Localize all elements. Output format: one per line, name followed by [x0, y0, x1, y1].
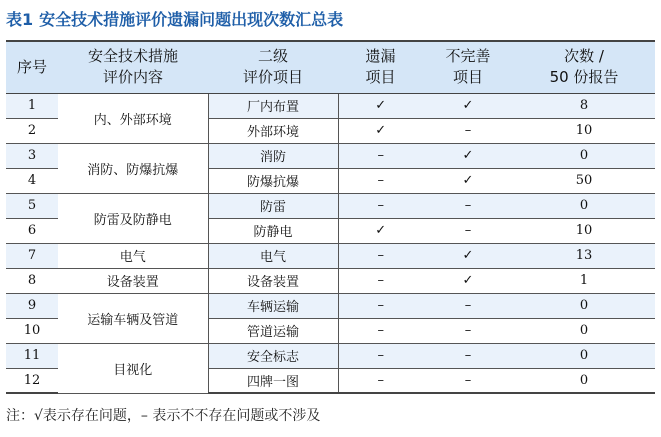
incomplete-cell: – [423, 293, 513, 318]
missing-cell: ✓ [338, 93, 423, 118]
table-row [6, 193, 655, 218]
incomplete-cell: – [423, 318, 513, 343]
item-cell: 四牌一图 [208, 368, 338, 393]
incomplete-cell: – [423, 368, 513, 393]
incomplete-cell: – [423, 343, 513, 368]
measure-cell: 设备装置 [58, 268, 208, 293]
header-count: 次数 / 50 份报告 [513, 41, 655, 93]
measure-cell: 防雷及防静电 [58, 193, 208, 243]
measure-cell: 目视化 [58, 343, 208, 393]
missing-cell: – [338, 343, 423, 368]
item-cell: 厂内布置 [208, 93, 338, 118]
seq-cell: 8 [6, 268, 58, 293]
missing-cell: – [338, 293, 423, 318]
seq-cell: 7 [6, 243, 58, 268]
measure-cell: 内、外部环境 [58, 93, 208, 143]
header-missing: 遗漏 项目 [338, 41, 423, 93]
header-seq: 序号 [6, 41, 58, 93]
count-cell: 10 [513, 118, 655, 143]
incomplete-cell: ✓ [423, 93, 513, 118]
missing-cell: – [338, 318, 423, 343]
count-cell: 13 [513, 243, 655, 268]
missing-cell: ✓ [338, 118, 423, 143]
incomplete-cell: ✓ [423, 243, 513, 268]
table-row [6, 243, 655, 268]
table-row [6, 293, 655, 318]
seq-cell: 1 [6, 93, 58, 118]
count-cell: 0 [513, 368, 655, 393]
table-caption [6, 6, 343, 34]
header-row [6, 41, 655, 93]
seq-cell: 6 [6, 218, 58, 243]
header-item: 二级 评价项目 [208, 41, 338, 93]
measure-cell: 电气 [58, 243, 208, 268]
count-cell: 1 [513, 268, 655, 293]
incomplete-cell: ✓ [423, 168, 513, 193]
table-row [6, 343, 655, 368]
count-cell: 0 [513, 143, 655, 168]
seq-cell: 9 [6, 293, 58, 318]
seq-cell: 2 [6, 118, 58, 143]
missing-cell: – [338, 168, 423, 193]
missing-cell: – [338, 193, 423, 218]
seq-cell: 12 [6, 368, 58, 393]
incomplete-cell: – [423, 193, 513, 218]
count-cell: 0 [513, 193, 655, 218]
count-cell: 0 [513, 318, 655, 343]
summary-table [6, 40, 655, 394]
table-title: 安全技术措施评价遗漏问题出现次数汇总表 [39, 10, 344, 29]
seq-cell: 3 [6, 143, 58, 168]
item-cell: 防雷 [208, 193, 338, 218]
table-number: 表1 [6, 10, 34, 29]
seq-cell: 5 [6, 193, 58, 218]
item-cell: 防爆抗爆 [208, 168, 338, 193]
item-cell: 消防 [208, 143, 338, 168]
incomplete-cell: ✓ [423, 268, 513, 293]
table-row [6, 143, 655, 168]
missing-cell: – [338, 143, 423, 168]
incomplete-cell: – [423, 118, 513, 143]
incomplete-cell: – [423, 218, 513, 243]
header-measure: 安全技术措施 评价内容 [58, 41, 208, 93]
measure-cell: 消防、防爆抗爆 [58, 143, 208, 193]
count-cell: 8 [513, 93, 655, 118]
item-cell: 外部环境 [208, 118, 338, 143]
missing-cell: – [338, 268, 423, 293]
item-cell: 电气 [208, 243, 338, 268]
item-cell: 管道运输 [208, 318, 338, 343]
missing-cell: – [338, 368, 423, 393]
missing-cell: ✓ [338, 218, 423, 243]
item-cell: 设备装置 [208, 268, 338, 293]
item-cell: 防静电 [208, 218, 338, 243]
count-cell: 0 [513, 293, 655, 318]
table-note: 注：√表示存在问题，– 表示不不存在问题或不涉及 [6, 408, 321, 424]
seq-cell: 11 [6, 343, 58, 368]
seq-cell: 10 [6, 318, 58, 343]
count-cell: 10 [513, 218, 655, 243]
incomplete-cell: ✓ [423, 143, 513, 168]
missing-cell: – [338, 243, 423, 268]
count-cell: 0 [513, 343, 655, 368]
table-body [6, 93, 655, 393]
item-cell: 车辆运输 [208, 293, 338, 318]
measure-cell: 运输车辆及管道 [58, 293, 208, 343]
count-cell: 50 [513, 168, 655, 193]
table-row [6, 93, 655, 118]
table-row [6, 268, 655, 293]
seq-cell: 4 [6, 168, 58, 193]
header-incomplete: 不完善 项目 [423, 41, 513, 93]
item-cell: 安全标志 [208, 343, 338, 368]
